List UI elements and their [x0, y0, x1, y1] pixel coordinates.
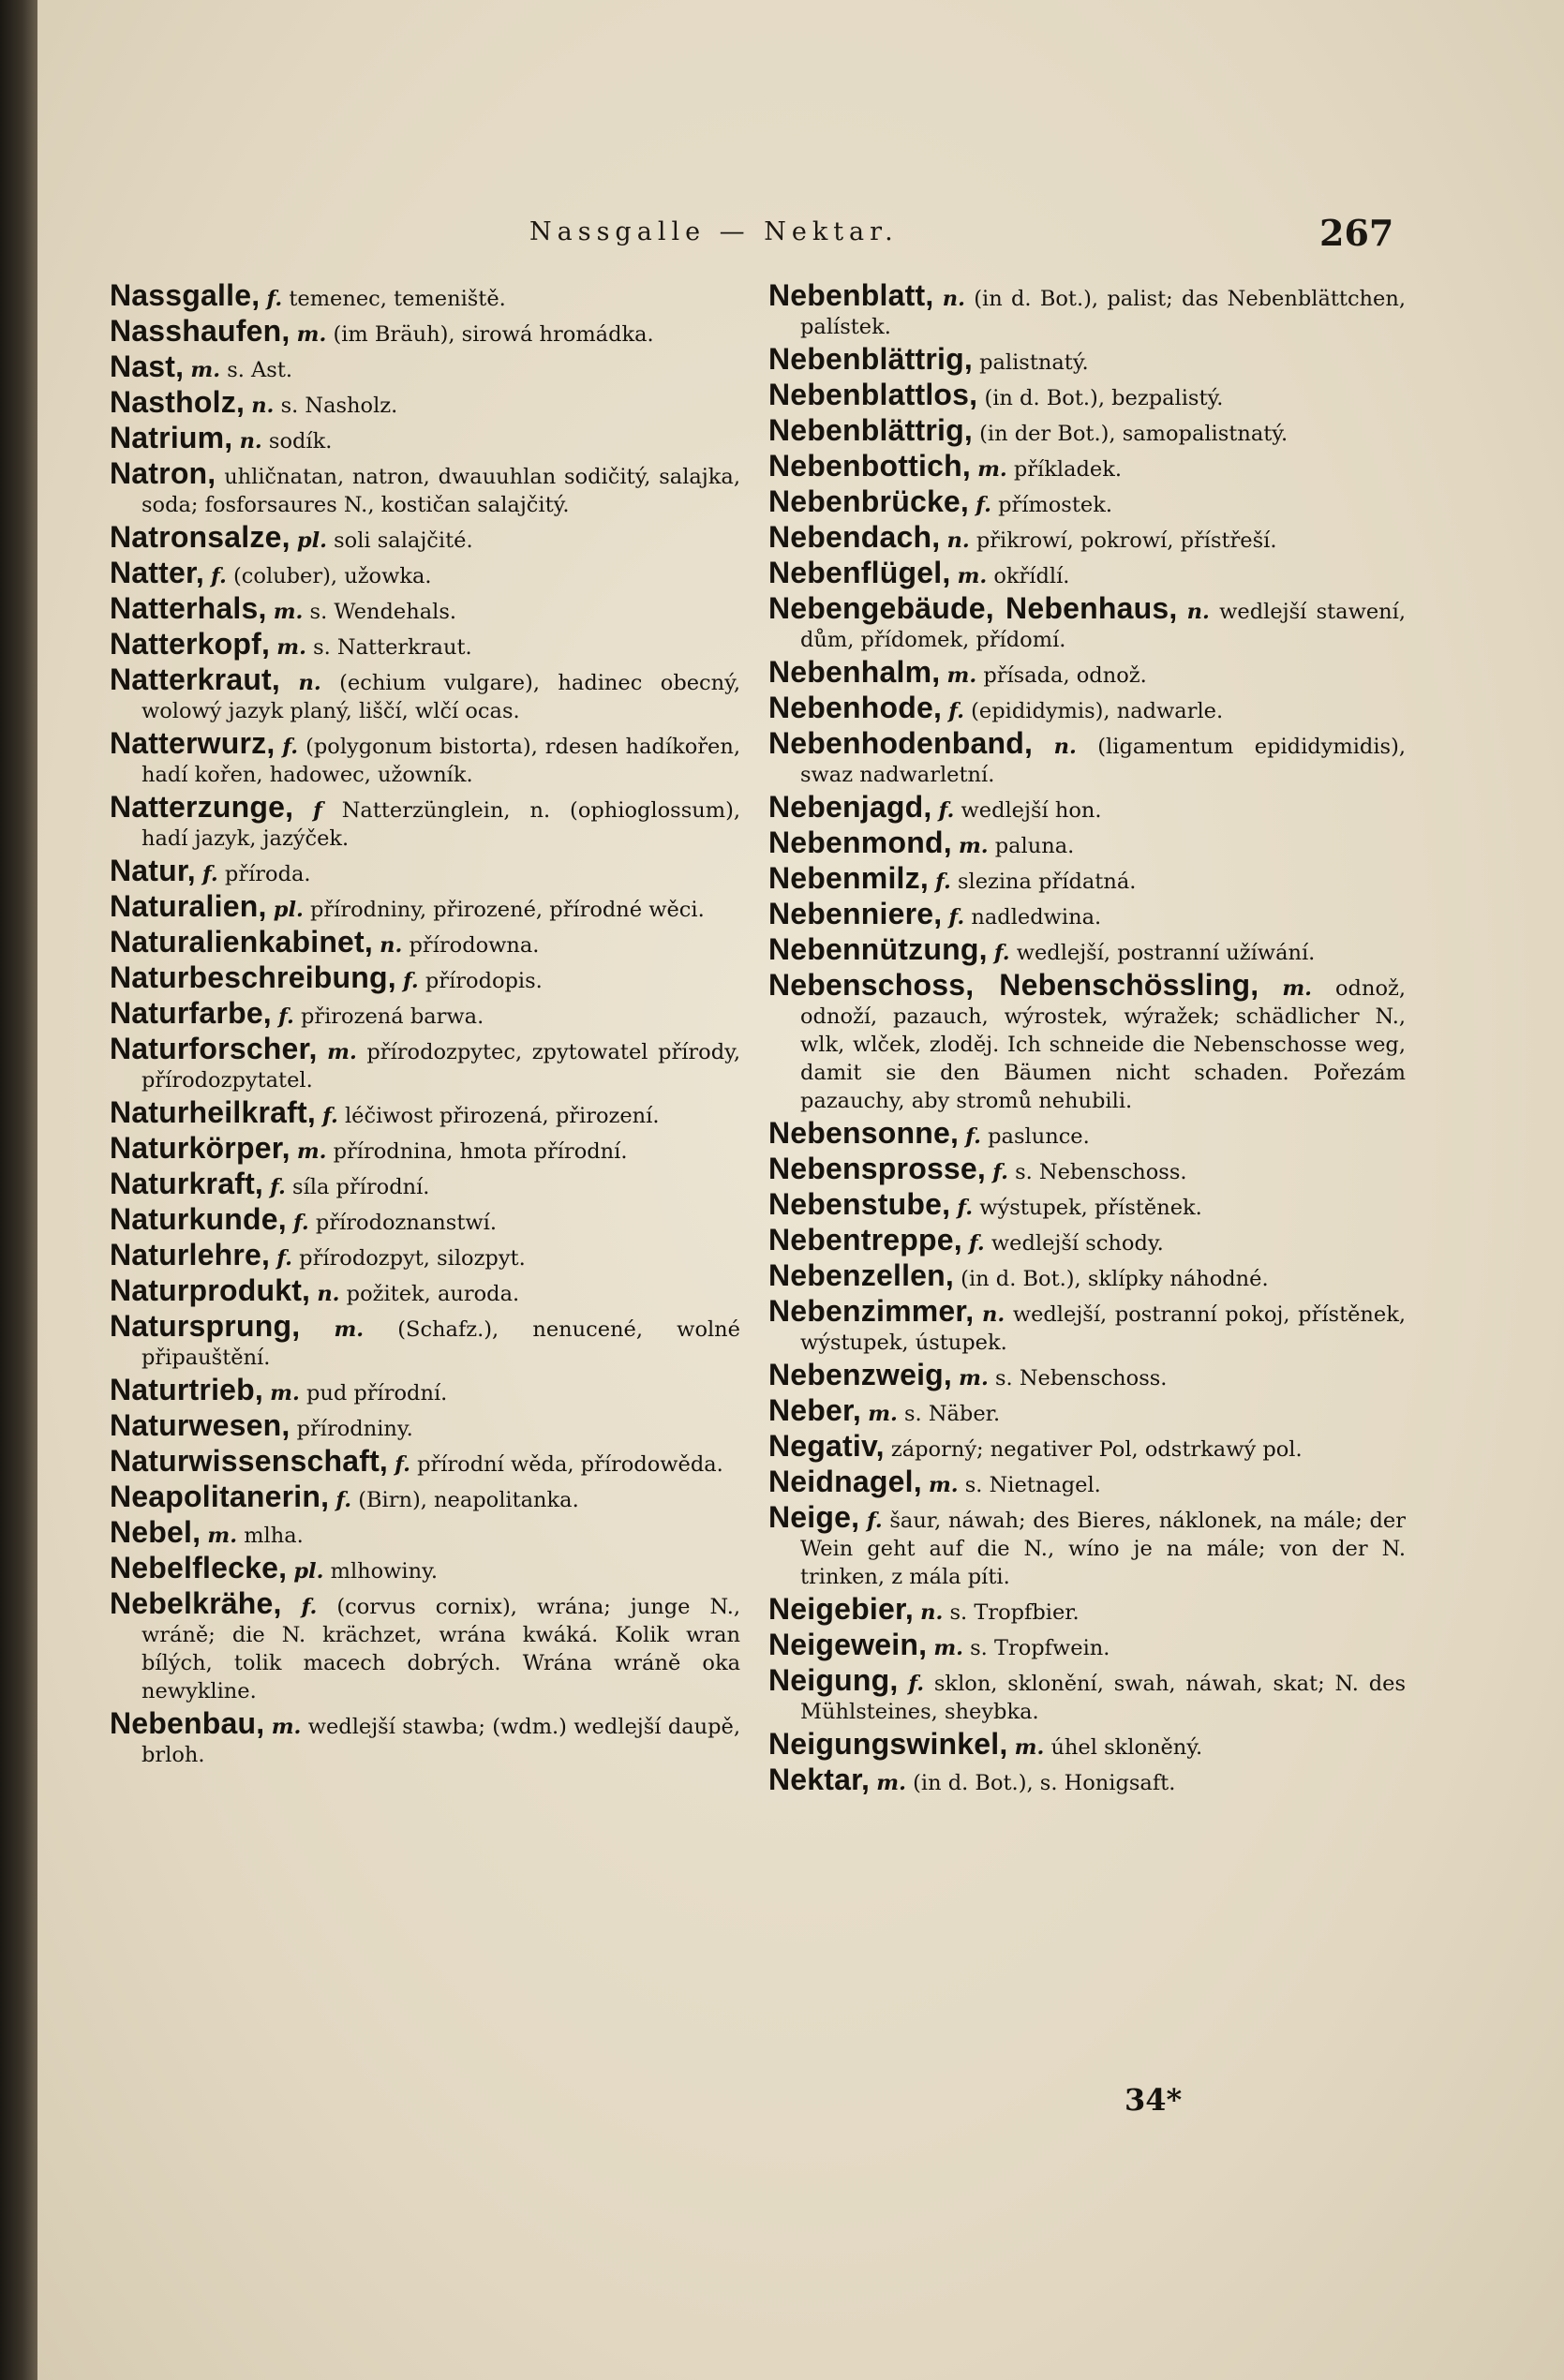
entry-headword: Naturwissenschaft,	[110, 1444, 389, 1478]
entry-definition: s. Natterkraut.	[313, 635, 472, 660]
dictionary-entry	[768, 1116, 1406, 1151]
entry-gender: pl.	[293, 1559, 324, 1584]
dictionary-entry	[110, 1238, 740, 1272]
entry-definition: paluna.	[994, 834, 1075, 858]
entry-headword: Neigebier,	[768, 1592, 914, 1626]
entry-gender: f.	[322, 1104, 338, 1128]
entry-gender: f.	[969, 1231, 985, 1256]
dictionary-entry	[768, 968, 1406, 1115]
entry-gender: m.	[271, 1715, 302, 1739]
entry-definition: (im Bräuh), sirowá hromádka.	[333, 322, 654, 347]
dictionary-entry	[768, 1358, 1406, 1392]
entry-definition: (Birn), neapolitanka.	[358, 1488, 579, 1512]
entry-headword: Neber,	[768, 1393, 862, 1427]
entry-headword: Neidnagel,	[768, 1465, 922, 1498]
dictionary-entry	[768, 897, 1406, 931]
entry-headword: Natursprung,	[110, 1309, 301, 1343]
right-column	[768, 278, 1407, 1801]
entry-headword: Nebenstube,	[768, 1187, 951, 1221]
dictionary-entry	[110, 1373, 740, 1407]
entry-gender: m.	[334, 1317, 365, 1342]
entry-gender: f.	[278, 1004, 294, 1029]
entry-definition: s. Nebenschoss.	[1015, 1160, 1187, 1184]
entry-headword: Natur,	[110, 854, 196, 887]
entry-gender: f.	[395, 1452, 410, 1477]
entry-gender: n.	[942, 287, 965, 311]
entry-definition: okřídlí.	[993, 564, 1070, 588]
entry-gender: m.	[270, 1381, 300, 1406]
entry-headword: Nasshaufen,	[110, 314, 290, 348]
entry-definition: přírodoznanstwí.	[315, 1211, 497, 1235]
entry-definition: přírodniny.	[296, 1417, 413, 1441]
entry-definition: wedlejší stawení, dům, přídomek, přídomí.	[800, 600, 1406, 652]
entry-gender: f.	[965, 1124, 981, 1149]
entry-gender: m.	[876, 1771, 906, 1795]
entry-headword: Nebelflecke,	[110, 1551, 288, 1584]
entry-definition: přímostek.	[998, 493, 1112, 517]
entry-definition: přírodopis.	[425, 969, 543, 993]
entry-definition: odnož, odnoží, pazauch, wýrostek, wýražek; schädlicher N., wlk, wlček, zloděj. Ich schneide die Nebenschosse weg, damit sie den Bäumen nicht schaden. Pořezám pazauchy, aby stromů nehubili.	[800, 976, 1406, 1113]
dictionary-entry	[110, 1202, 740, 1237]
entry-definition: wedlejší, postranní pokoj, přístěnek, wýstupek, ústupek.	[800, 1302, 1407, 1355]
entry-gender: f.	[270, 1175, 286, 1199]
entry-definition: (Schafz.), nenucené, wolné připauštění.	[142, 1317, 740, 1370]
entry-definition: paslunce.	[988, 1124, 1090, 1149]
entry-definition: síla přírodní.	[292, 1175, 430, 1199]
dictionary-entry	[768, 828, 1406, 860]
entry-definition: Natterzünglein, n. (ophioglossum), hadí jazyk, jazýček.	[142, 798, 741, 851]
entry-headword: Natron,	[110, 456, 216, 490]
page-header	[0, 212, 1564, 255]
running-head: Nassgalle — Nektar.	[529, 217, 899, 246]
entry-gender: m.	[958, 834, 989, 858]
entry-definition: přísada, odnož.	[983, 663, 1147, 688]
entry-headword: Natterkopf,	[110, 627, 271, 661]
entry-definition: s. Wendehals.	[309, 600, 457, 624]
entry-headword: Natronsalze,	[110, 520, 290, 554]
entry-headword: Nebenniere,	[768, 897, 943, 930]
entry-definition: příkladek.	[1013, 457, 1122, 482]
dictionary-entry	[768, 342, 1406, 377]
dictionary-entry	[768, 413, 1406, 448]
entry-gender: f.	[993, 941, 1010, 965]
entry-headword: Nebenmilz,	[768, 861, 929, 895]
entry-headword: Nebendach,	[768, 520, 941, 554]
entry-definition: přirozená barwa.	[300, 1004, 484, 1029]
entry-gender: m.	[207, 1524, 238, 1548]
dictionary-entry	[110, 385, 740, 420]
dictionary-entry	[110, 1444, 740, 1479]
dictionary-entry	[110, 520, 740, 555]
entry-headword: Neige,	[768, 1500, 860, 1534]
entry-headword: Nast,	[110, 350, 185, 383]
entry-headword: Natter,	[110, 556, 204, 589]
entry-gender: f.	[403, 969, 419, 993]
entry-definition: uhličnatan, natron, dwauuhlan sodičitý, salajka, soda; fosforsaures N., kostičan salajčitý.	[142, 465, 740, 517]
entry-definition: s. Tropfwein.	[970, 1636, 1110, 1660]
dictionary-entry	[768, 1187, 1406, 1222]
dictionary-entry	[768, 1765, 1406, 1797]
entry-gender: f.	[992, 1160, 1008, 1184]
entry-definition: přikrowí, pokrowí, přístřeší.	[976, 528, 1277, 553]
dictionary-entry	[110, 591, 740, 626]
entry-headword: Naturalienkabinet,	[110, 925, 374, 959]
entry-gender: m.	[273, 600, 304, 624]
entry-gender: n.	[251, 394, 275, 418]
entry-definition: přírodozpyt, silozpyt.	[299, 1246, 526, 1271]
entry-gender: f.	[293, 1211, 309, 1235]
entry-headword: Naturfarbe,	[110, 996, 272, 1030]
entry-definition: wedlejší hon.	[961, 798, 1102, 823]
entry-gender: pl.	[273, 898, 304, 922]
entry-definition: přírodní wěda, přírodowěda.	[417, 1452, 723, 1477]
entry-gender: f.	[211, 564, 227, 588]
dictionary-entry	[110, 1169, 740, 1201]
left-column	[110, 278, 741, 1773]
entry-gender: m.	[190, 358, 221, 382]
entry-gender: f.	[266, 287, 283, 311]
entry-definition: (coluber), užowka.	[233, 564, 432, 588]
dictionary-entry	[768, 1727, 1406, 1762]
entry-headword: Nebenbrücke,	[768, 484, 970, 518]
entry-gender: f.	[335, 1488, 352, 1512]
entry-headword: Naturforscher,	[110, 1032, 318, 1065]
entry-gender: n.	[317, 1282, 340, 1306]
entry-definition: přírodowna.	[409, 933, 540, 958]
entry-definition: (ligamentum epididymidis), swaz nadwarletní.	[800, 735, 1406, 787]
entry-headword: Nebenschoss, Nebenschössling,	[768, 968, 1259, 1002]
dictionary-entry	[768, 278, 1407, 341]
entry-headword: Natrium,	[110, 421, 233, 454]
dictionary-entry	[110, 1706, 741, 1769]
dictionary-entry	[110, 1408, 740, 1443]
entry-definition: úhel skloněný.	[1050, 1735, 1203, 1760]
entry-headword: Nebenhode,	[768, 691, 943, 724]
entry-gender: f.	[908, 1672, 925, 1696]
entry-headword: Nebenflügel,	[768, 556, 951, 589]
entry-headword: Naturkunde,	[110, 1202, 287, 1236]
entry-headword: Nebenbau,	[110, 1706, 265, 1740]
dictionary-entry	[768, 1429, 1406, 1464]
entry-headword: Neapolitanerin,	[110, 1480, 330, 1513]
dictionary-entry	[110, 1273, 740, 1308]
dictionary-entry	[110, 1095, 740, 1130]
entry-definition: palistnatý.	[979, 350, 1089, 375]
dictionary-entry	[110, 726, 740, 789]
dictionary-entry	[110, 996, 740, 1031]
entry-gender: m.	[959, 1366, 989, 1391]
entry-headword: Natterwurz,	[110, 726, 276, 760]
entry-headword: Natterzunge,	[110, 790, 294, 824]
entry-definition: léčiwost přirozená, přirození.	[344, 1104, 660, 1128]
entry-gender: f.	[948, 699, 964, 723]
entry-definition: temenec, temeniště.	[289, 287, 506, 311]
entry-gender: f	[313, 798, 322, 823]
entry-gender: n.	[920, 1600, 944, 1625]
entry-headword: Nebenzweig,	[768, 1358, 953, 1391]
entry-headword: Negativ,	[768, 1429, 885, 1463]
dictionary-entry	[768, 1154, 1406, 1186]
dictionary-entry	[768, 591, 1406, 654]
entry-headword: Nassgalle,	[110, 278, 261, 312]
entry-headword: Nebenblatt,	[768, 278, 934, 312]
dictionary-entry	[768, 1258, 1406, 1293]
entry-gender: f.	[276, 1246, 293, 1271]
entry-definition: (in der Bot.), samopalistnatý.	[979, 422, 1288, 446]
dictionary-entry	[768, 1223, 1406, 1257]
entry-definition: přírodozpytec, zpytowatel přírody, přírodozpytatel.	[142, 1040, 741, 1093]
entry-gender: f.	[866, 1509, 883, 1533]
entry-headword: Nebenbottich,	[768, 449, 971, 483]
book-binding-edge	[0, 0, 37, 2380]
entry-headword: Nebenzimmer,	[768, 1294, 975, 1328]
entry-gender: n.	[380, 933, 403, 958]
dictionary-entry	[110, 1034, 740, 1094]
entry-headword: Naturbeschreibung,	[110, 960, 396, 994]
entry-headword: Nebengebäude, Nebenhaus,	[768, 591, 1178, 625]
entry-gender: n.	[239, 429, 262, 454]
entry-definition: záporný; negativer Pol, odstrkawý pol.	[890, 1437, 1303, 1462]
page-number: 267	[1319, 212, 1394, 254]
entry-definition: slezina přídatná.	[957, 870, 1137, 894]
entry-headword: Nastholz,	[110, 385, 246, 419]
entry-gender: n.	[1053, 735, 1077, 759]
entry-headword: Nebelkrähe,	[110, 1586, 282, 1620]
dictionary-entry	[768, 655, 1406, 690]
entry-definition: nadledwina.	[971, 905, 1102, 930]
dictionary-entry	[768, 1592, 1406, 1627]
entry-gender: m.	[327, 1040, 357, 1064]
entry-headword: Neigung,	[768, 1663, 899, 1697]
entry-headword: Nebenblattlos,	[768, 378, 978, 411]
entry-gender: m.	[868, 1402, 898, 1426]
entry-gender: f.	[301, 1595, 318, 1619]
entry-definition: přírodniny, přirozené, přírodné wěci.	[310, 898, 705, 922]
entry-headword: Nebentreppe,	[768, 1223, 962, 1257]
entry-definition: s. Tropfbier.	[949, 1600, 1080, 1625]
dictionary-entry	[110, 925, 740, 959]
entry-gender: f.	[935, 870, 951, 894]
dictionary-entry	[768, 790, 1406, 825]
entry-gender: m.	[946, 663, 977, 688]
dictionary-entry	[110, 558, 740, 590]
entry-gender: m.	[933, 1636, 963, 1660]
dictionary-entry	[768, 1393, 1406, 1428]
dictionary-entry	[768, 1294, 1407, 1357]
entry-headword: Nebenmond,	[768, 826, 952, 859]
entry-definition: (in d. Bot.), bezpalistý.	[984, 386, 1224, 410]
dictionary-entry	[110, 960, 740, 995]
entry-headword: Neigewein,	[768, 1628, 928, 1661]
entry-gender: n.	[1186, 600, 1210, 624]
entry-definition: wedlejší stawba; (wdm.) wedlejší daupě, brloh.	[142, 1715, 741, 1767]
entry-definition: s. Nasholz.	[280, 394, 398, 418]
dictionary-entry	[768, 1500, 1406, 1591]
entry-headword: Naturprodukt,	[110, 1273, 311, 1307]
dictionary-entry	[110, 352, 740, 384]
entry-headword: Naturkraft,	[110, 1167, 264, 1200]
entry-headword: Nebenzellen,	[768, 1258, 955, 1292]
entry-definition: s. Näber.	[903, 1402, 1001, 1426]
entry-headword: Naturkörper,	[110, 1131, 290, 1165]
entry-gender: m.	[296, 322, 327, 347]
entry-headword: Naturalien,	[110, 889, 267, 923]
entry-headword: Nebenblättrig,	[768, 413, 973, 447]
entry-definition: (in d. Bot.), s. Honigsaft.	[913, 1771, 1176, 1795]
dictionary-entry	[768, 726, 1406, 789]
entry-headword: Naturheilkraft,	[110, 1095, 316, 1129]
dictionary-entry	[768, 558, 1406, 590]
entry-gender: m.	[1282, 976, 1312, 1001]
entry-gender: m.	[977, 457, 1007, 482]
dictionary-entry	[110, 456, 740, 519]
dictionary-entry	[110, 421, 740, 455]
entry-headword: Neigungswinkel,	[768, 1727, 1008, 1761]
dictionary-entry	[110, 1586, 740, 1705]
dictionary-entry	[768, 484, 1406, 519]
entry-definition: soli salajčité.	[334, 528, 473, 553]
entry-definition: (corvus cornix), wrána; junge N., wráně; die N. krächzet, wrána kwáká. Kolik wran bílých, tolik macech dobrých. Wrána wráně oka newykline.	[142, 1595, 740, 1703]
entry-definition: šaur, náwah; des Bieres, náklonek, na mále; der Wein geht auf die N., wíno je na mále; von der N. trinken, z mála píti.	[800, 1509, 1406, 1589]
entry-headword: Nebenhodenband,	[768, 726, 1034, 760]
entry-headword: Nektar,	[768, 1763, 871, 1796]
entry-definition: (epididymis), nadwarle.	[971, 699, 1224, 723]
dictionary-entry	[768, 1630, 1406, 1662]
entry-headword: Nebenhalm,	[768, 655, 941, 689]
entry-gender: f.	[976, 493, 991, 517]
dictionary-entry	[768, 520, 1406, 555]
entry-definition: požitek, auroda.	[346, 1282, 520, 1306]
entry-gender: m.	[1014, 1735, 1045, 1760]
entry-definition: (in d. Bot.), palist; das Nebenblättchen, palístek.	[800, 287, 1407, 339]
entry-definition: s. Ast.	[227, 358, 293, 382]
dictionary-entry	[110, 1309, 740, 1372]
entry-definition: (polygonum bistorta), rdesen hadíkořen, hadí kořen, hadowec, užowník.	[142, 735, 740, 787]
entry-headword: Naturlehre,	[110, 1238, 271, 1272]
dictionary-entry	[768, 861, 1406, 896]
entry-headword: Naturtrieb,	[110, 1373, 263, 1406]
dictionary-entry	[110, 790, 741, 853]
dictionary-entry	[110, 314, 740, 349]
entry-headword: Nebel,	[110, 1515, 201, 1549]
entry-definition: (in d. Bot.), sklípky náhodné.	[961, 1267, 1269, 1291]
entry-gender: n.	[298, 671, 321, 695]
dictionary-entry	[110, 1551, 740, 1585]
entry-gender: m.	[957, 564, 988, 588]
dictionary-entry	[768, 932, 1406, 967]
dictionary-entry	[110, 662, 741, 725]
entry-gender: m.	[276, 635, 306, 660]
entry-headword: Naturwesen,	[110, 1408, 290, 1442]
entry-gender: pl.	[296, 528, 327, 553]
entry-definition: pud přírodní.	[305, 1381, 448, 1406]
entry-definition: příroda.	[224, 862, 311, 886]
dictionary-entry	[110, 278, 740, 313]
entry-gender: m.	[296, 1139, 327, 1164]
entry-definition: (echium vulgare), hadinec obecný, wolowý jazyk planý, liščí, wlčí ocas.	[142, 671, 741, 723]
dictionary-entry	[110, 856, 740, 888]
entry-definition: sklon, sklonění, swah, náwah, skat; N. des Mühlsteines, sheybka.	[800, 1672, 1407, 1724]
entry-headword: Nebensonne,	[768, 1116, 960, 1150]
entry-headword: Nebenblättrig,	[768, 342, 973, 376]
entry-headword: Nebenjagd,	[768, 790, 932, 824]
entry-definition: s. Nebenschoss.	[994, 1366, 1168, 1391]
signature-mark: 34*	[1125, 2082, 1183, 2118]
dictionary-entry	[110, 627, 740, 662]
dictionary-entry	[110, 1482, 740, 1514]
dictionary-entry	[768, 449, 1406, 483]
entry-gender: f.	[948, 905, 965, 930]
entry-gender: f.	[938, 798, 955, 823]
entry-gender: f.	[282, 735, 299, 759]
entry-definition: wýstupek, přístěnek.	[979, 1196, 1202, 1220]
dictionary-entry	[110, 889, 740, 924]
dictionary-entry	[768, 1467, 1406, 1499]
dictionary-entry	[110, 1515, 740, 1550]
dictionary-entry	[768, 693, 1406, 725]
entry-definition: přírodnina, hmota přírodní.	[333, 1139, 628, 1164]
entry-headword: Natterhals,	[110, 591, 267, 625]
dictionary-entry	[768, 380, 1406, 412]
entry-definition: s. Nietnagel.	[964, 1473, 1101, 1497]
dictionary-entry	[110, 1131, 740, 1166]
entry-definition: wedlejší schody.	[991, 1231, 1164, 1256]
entry-definition: sodík.	[268, 429, 333, 454]
entry-headword: Nebensprosse,	[768, 1152, 987, 1185]
entry-gender: f.	[202, 862, 218, 886]
entry-gender: f.	[957, 1196, 974, 1220]
entry-gender: n.	[946, 528, 970, 553]
entry-gender: m.	[928, 1473, 959, 1497]
entry-definition: wedlejší, postranní užíwání.	[1016, 941, 1316, 965]
entry-headword: Nebennützung,	[768, 932, 988, 966]
entry-definition: mlhowiny.	[330, 1559, 438, 1584]
entry-gender: n.	[982, 1302, 1005, 1327]
entry-definition: mlha.	[244, 1524, 304, 1548]
dictionary-entry	[768, 1663, 1407, 1726]
entry-headword: Natterkraut,	[110, 662, 281, 696]
